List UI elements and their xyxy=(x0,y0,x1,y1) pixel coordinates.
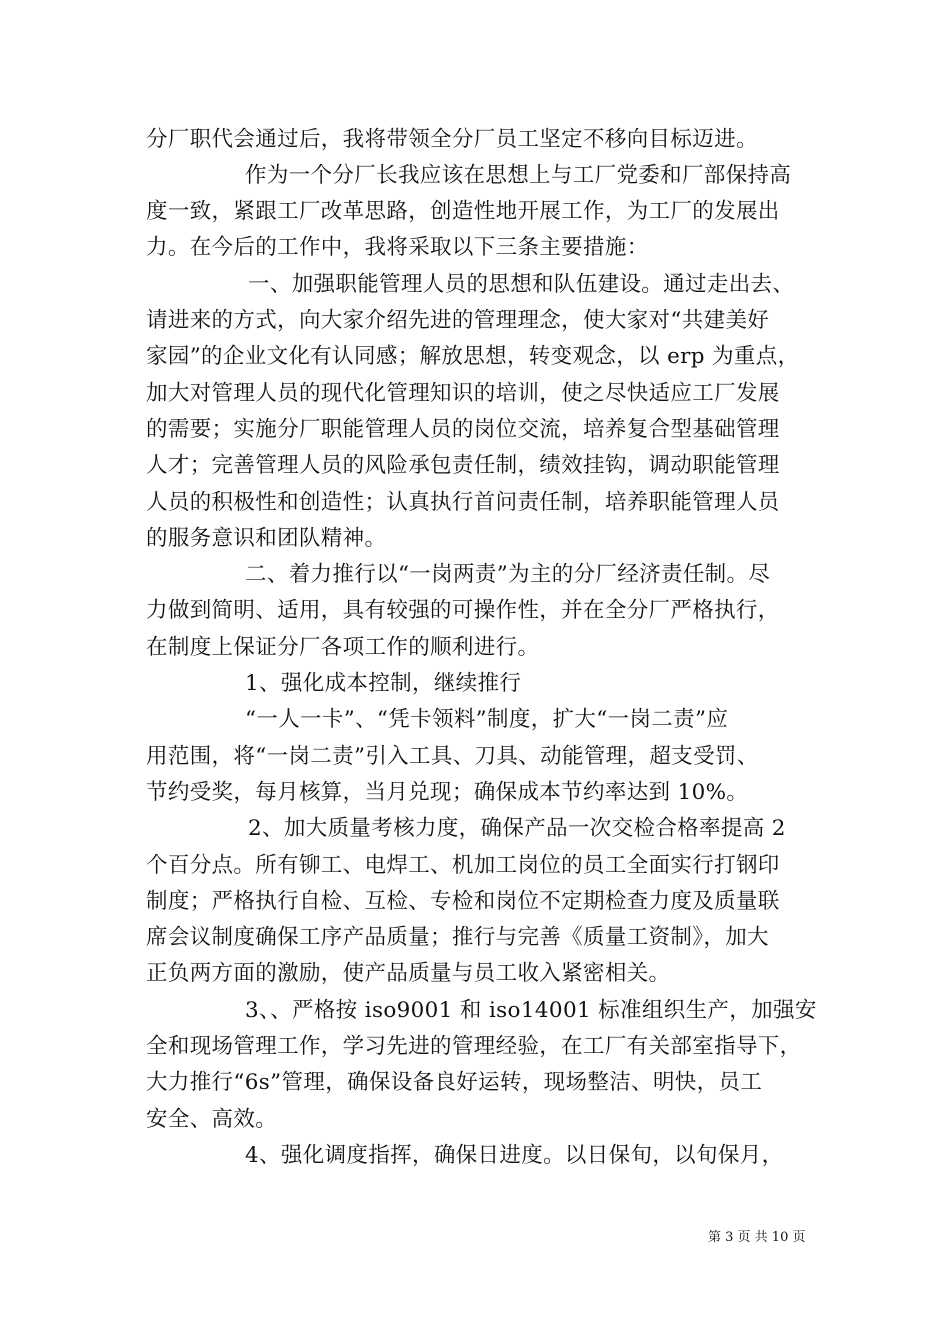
text-line: 4、强化调度指挥，确保日进度。以日保旬，以旬保月， xyxy=(245,1143,784,1168)
text-line: 度一致，紧跟工厂改革思路，创造性地开展工作，为工厂的发展出 xyxy=(146,199,780,224)
text-line: 1、强化成本控制，继续推行 xyxy=(245,671,522,696)
text-line: 用范围，将“一岗二责”引入工具、刀具、动能管理，超支受罚、 xyxy=(146,744,759,769)
text-line: 力。在今后的工作中，我将采取以下三条主要措施： xyxy=(146,235,649,260)
text-line: 人员的积极性和创造性；认真执行首问责任制，培养职能管理人员 xyxy=(146,490,780,515)
text-line: 节约受奖，每月核算，当月兑现；确保成本节约率达到 10%。 xyxy=(146,780,749,805)
text-line: 在制度上保证分厂各项工作的顺利进行。 xyxy=(146,635,540,660)
text-line: 分厂职代会通过后，我将带领全分厂员工坚定不移向目标迈进。 xyxy=(146,127,758,152)
page-number-footer: 第 3 页 共 10 页 xyxy=(708,1230,806,1245)
text-line: 家园”的企业文化有认同感；解放思想，转变观念，以 erp 为重点， xyxy=(146,344,800,369)
text-line: 制度；严格执行自检、互检、专检和岗位不定期检查力度及质量联 xyxy=(146,889,780,914)
text-line: 2、加大质量考核力度，确保产品一次交检合格率提高 2 xyxy=(248,816,786,841)
text-line: 人才；完善管理人员的风险承包责任制，绩效挂钩，调动职能管理 xyxy=(146,453,780,478)
text-line: 大力推行“6s”管理，确保设备良好运转，现场整洁、明快，员工 xyxy=(146,1070,763,1095)
text-line: 安全、高效。 xyxy=(146,1107,278,1132)
text-line: 席会议制度确保工序产品质量；推行与完善《质量工资制》，加大 xyxy=(146,925,769,950)
text-line: 正负两方面的激励，使产品质量与员工收入紧密相关。 xyxy=(146,961,671,986)
text-line: 作为一个分厂长我应该在思想上与工厂党委和厂部保持高 xyxy=(245,163,792,188)
text-line: 3、、严格按 iso9001 和 iso14001 标准组织生产，加强安 xyxy=(245,998,817,1023)
text-line: “一人一卡”、“凭卡领料”制度，扩大“一岗二责”应 xyxy=(245,707,729,732)
text-line: 的需要；实施分厂职能管理人员的岗位交流，培养复合型基础管理 xyxy=(146,417,780,442)
text-line: 力做到简明、适用，具有较强的可操作性，并在全分厂严格执行， xyxy=(146,598,780,623)
text-line: 全和现场管理工作，学习先进的管理经验，在工厂有关部室指导下， xyxy=(146,1034,802,1059)
text-line: 的服务意识和团队精神。 xyxy=(146,526,387,551)
text-line: 加大对管理人员的现代化管理知识的培训，使之尽快适应工厂发展 xyxy=(146,381,780,406)
text-line: 一、加强职能管理人员的思想和队伍建设。通过走出去、 xyxy=(248,272,795,297)
text-line: 请进来的方式，向大家介绍先进的管理理念，使大家对“共建美好 xyxy=(146,308,770,333)
text-line: 二、着力推行以“一岗两责”为主的分厂经济责任制。尽 xyxy=(245,562,771,587)
text-line: 个百分点。所有铆工、电焊工、机加工岗位的员工全面实行打钢印 xyxy=(146,853,780,878)
